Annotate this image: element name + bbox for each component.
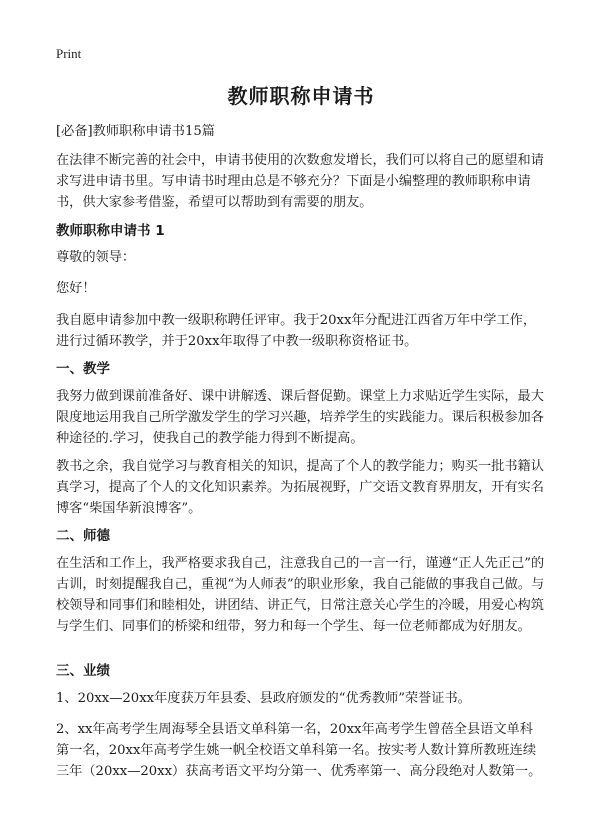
salutation: 尊敬的领导： [56,250,136,265]
heading-teaching: 一、教学 [56,361,110,377]
achievement-item-1: 1、20xx—20xx年度获万年县委、县政府颁发的“优秀教师”荣誉证书。 [56,691,471,706]
page-title: 教师职称申请书 [227,84,375,108]
print-link[interactable]: Print [56,46,82,61]
application-paragraph: 我自愿申请参加中教一级职称聘任评审。我于20xx年分配进江西省万年中学工作，进行过循环教学，并于20xx年取得了中教一级职称资格证书。 [56,313,537,349]
heading-ethics: 二、师德 [56,528,110,544]
ethics-paragraph: 在生活和工作上，我严格要求我自己，注意我自己的一言一行，谨遵“正人先正己”的古训，时刻提醒我自己，重视“为人师表”的职业形象，我自己能做的事我自己做。与校领导和同事们和睦相处，讲团结、讲正气，日常注意关心学生的冷暖，用爱心构筑与学生们、同事们的桥梁和纽带，努力和每一个学生、每一位老师都成为好朋友。 [56,556,545,634]
document-subtitle: [必备]教师职称申请书15篇 [56,124,215,139]
section-heading-1: 教师职称申请书 1 [56,223,165,239]
greeting: 您好！ [56,281,96,296]
intro-paragraph: 在法律不断完善的社会中，申请书使用的次数愈发增长，我们可以将自己的愿望和请求写进申请书里。写申请书时理由总是不够充分？下面是小编整理的教师职称申请书，供大家参考借鉴，希望可以帮助到有需要的朋友。 [56,153,544,210]
teaching-paragraph-1: 我努力做到课前准备好、课中讲解透、课后督促勤。课堂上力求贴近学生实际，最大限度地运用我自己所学激发学生的学习兴趣，培养学生的实践能力。课后积极参加各种途径的.学习，使我自己的教学能力得到不断提高。 [56,389,544,446]
heading-achievements: 三、业绩 [56,663,110,679]
teaching-paragraph-2: 教书之余，我自觉学习与教育相关的知识，提高了个人的教学能力；购买一批书籍认真学习，提高了个人的文化知识素养。为拓展视野，广交语文教育界朋友，开有实名博客“柴国华新浪博客”。 [56,459,544,516]
achievement-item-2: 2、xx年高考学生周海琴全县语文单科第一名，20xx年高考学生曾蓓全县语文单科第一名，20xx年高考学生姚一帆全校语文单科第一名。按实考人数计算所教班连续三年（20xx—20xx）获高考语文平均分第一、优秀率第一、高分段绝对人数第一。 [56,722,542,779]
